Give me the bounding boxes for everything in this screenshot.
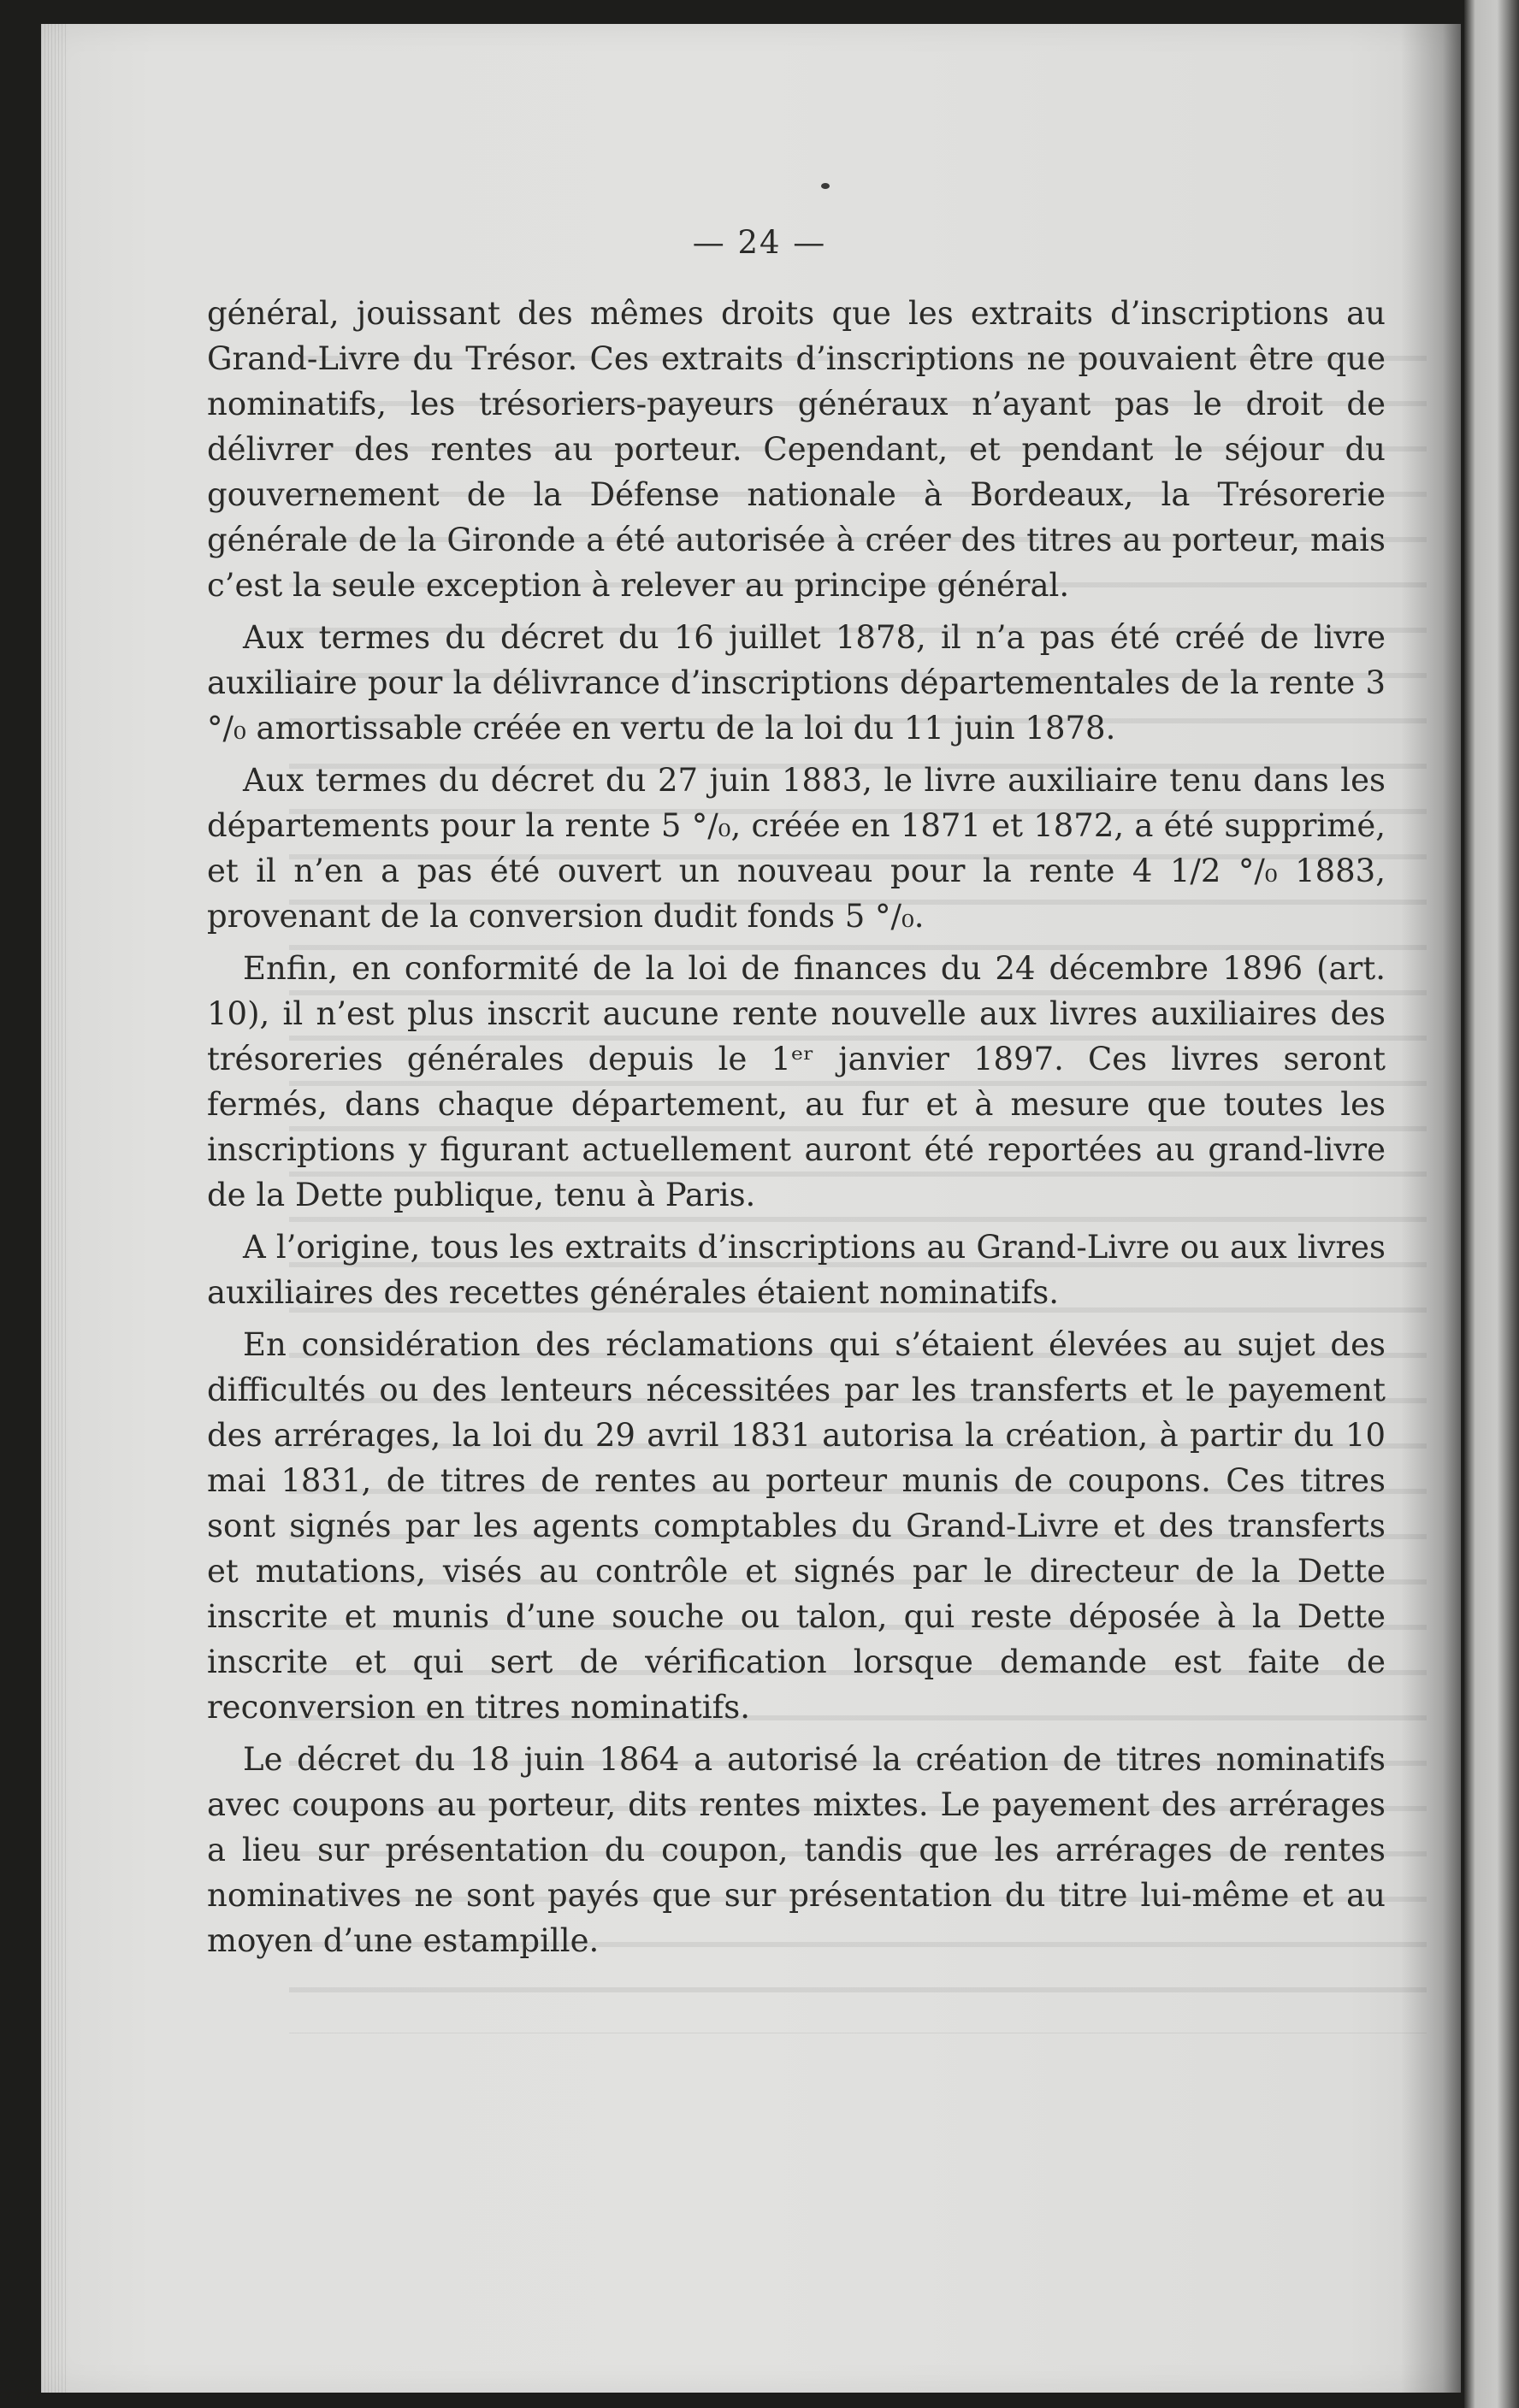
paragraph-4: Enfin, en conformité de la loi de finances du 24 décembre 1896 (art. 10), il n’est plus inscrit aucune rente nouvelle aux livres auxiliaires des trésoreries générales depuis le 1ᵉʳ janvier 1897. Ces livres seront fermés, dans chaque département, au fur et à mesure que toutes les inscriptions y figurant actuellement auront été reportées au grand-livre de la Dette publique, tenu à Paris.	[207, 950, 1386, 1213]
page-number: — 24 —	[692, 224, 827, 261]
paragraph-2: Aux termes du décret du 16 juillet 1878, il n’a pas été créé de livre auxiliaire pour la délivrance d’inscriptions départementales de la rente 3 °/₀ amortissable créée en vertu de la loi du 11 juin 1878.	[207, 619, 1386, 747]
adjacent-page-edge	[1464, 0, 1519, 2408]
paragraph-1: général, jouissant des mêmes droits que les extraits d’inscriptions au Grand-Livre du Trésor. Ces extraits d’inscriptions ne pouvaient être que nominatifs, les trésoriers-payeurs généraux n’ayant pas le droit de délivrer des rentes au porteur. Cependant, et pendant le séjour du gouvernement de la Défense nationale à Bordeaux, la Trésorerie générale de la Gironde a été autorisée à créer des titres au porteur, mais c’est la seule exception à relever au principe général.	[207, 295, 1386, 604]
paragraph-5: A l’origine, tous les extraits d’inscriptions au Grand-Livre ou aux livres auxiliaires des recettes générales étaient nominatifs.	[207, 1229, 1386, 1311]
paragraph-6: En considération des réclamations qui s’étaient élevées au sujet des difficultés ou des lenteurs nécessitées par les transferts et le payement des arrérages, la loi du 29 avril 1831 autorisa la création, à partir du 10 mai 1831, de titres de rentes au porteur munis de coupons. Ces titres sont signés par les agents comptables du Grand-Livre et des transferts et mutations, visés au contrôle et signés par le directeur de la Dette inscrite et munis d’une souche ou talon, qui reste déposée à la Dette inscrite et qui sert de vérification lorsque demande est faite de reconversion en titres nominatifs.	[207, 1326, 1386, 1726]
page-gutter-edge	[41, 24, 67, 2393]
paragraph-3: Aux termes du décret du 27 juin 1883, le livre auxiliaire tenu dans les départements pour la rente 5 °/₀, créée en 1871 et 1872, a été supprimé, et il n’en a pas été ouvert un nouveau pour la rente 4 1/2 °/₀ 1883, provenant de la conversion dudit fonds 5 °/₀.	[207, 762, 1386, 935]
page-right-shadow	[1401, 24, 1461, 2393]
ink-dot	[821, 183, 830, 189]
body-text	[207, 291, 1386, 1970]
paragraph-7: Le décret du 18 juin 1864 a autorisé la création de titres nominatifs avec coupons au porteur, dits rentes mixtes. Le payement des arrérages a lieu sur présentation du coupon, tandis que les arrérages de rentes nominatives ne sont payés que sur présentation du titre lui-même et au moyen d’une estampille.	[207, 1741, 1386, 1959]
